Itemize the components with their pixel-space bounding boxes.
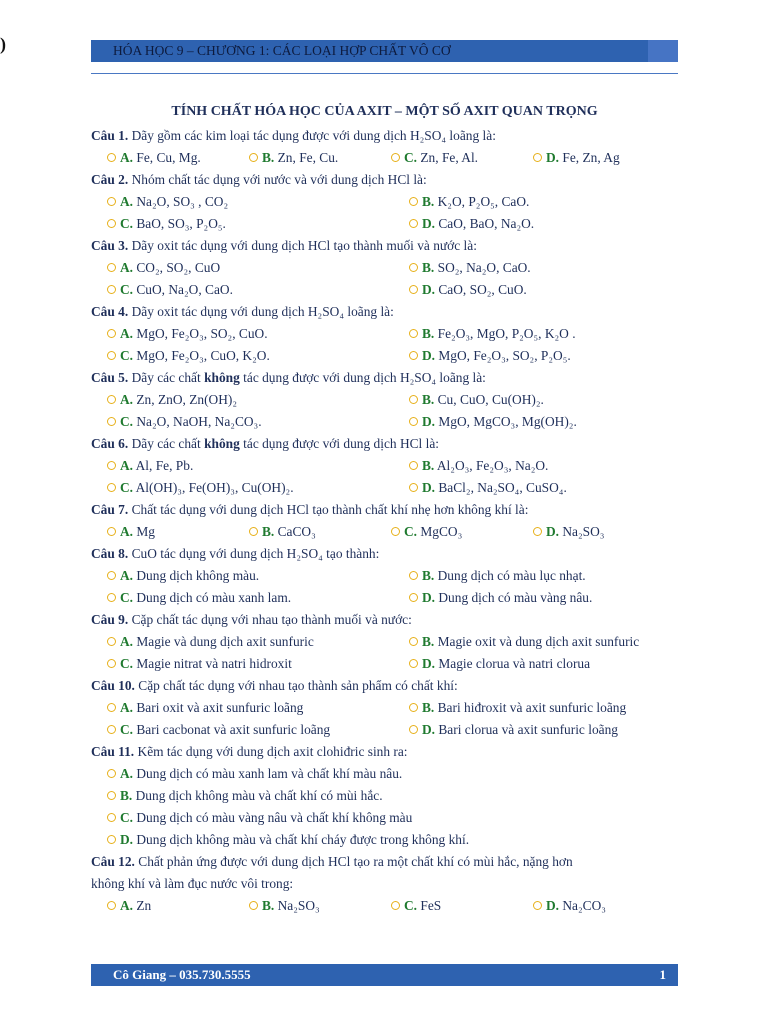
radio-circle-icon[interactable] bbox=[533, 527, 542, 536]
radio-circle-icon[interactable] bbox=[533, 901, 542, 910]
question-text: Cặp chất tác dụng với nhau tạo thành muối và nước: bbox=[131, 612, 412, 627]
options-row bbox=[91, 807, 691, 829]
radio-circle-icon[interactable] bbox=[409, 263, 418, 272]
corner-mark: ) bbox=[0, 34, 6, 54]
answer-option[interactable] bbox=[107, 587, 291, 609]
radio-circle-icon[interactable] bbox=[107, 791, 116, 800]
option-text: Bari oxit và axit sunfuric loãng bbox=[133, 700, 304, 715]
answer-option[interactable] bbox=[249, 147, 338, 169]
option-letter: D. bbox=[422, 282, 436, 297]
question-stem bbox=[91, 125, 691, 147]
answer-option[interactable] bbox=[409, 345, 571, 367]
question-text: Dãy oxit tác dụng với dung dịch HCl tạo thành muối và nước là: bbox=[131, 238, 477, 253]
option-letter: D. bbox=[422, 590, 436, 605]
option-text: Na₂O, NaOH, Na₂CO₃. bbox=[133, 414, 262, 429]
option-text: Dung dịch có màu lục nhạt. bbox=[434, 568, 586, 583]
question-text: Dãy các chất bbox=[131, 436, 205, 451]
answer-option[interactable] bbox=[409, 565, 586, 587]
answer-option[interactable] bbox=[107, 191, 228, 213]
option-text: Zn, ZnO, Zn(OH)₂ bbox=[133, 392, 237, 407]
answer-option[interactable] bbox=[107, 719, 330, 741]
radio-circle-icon[interactable] bbox=[409, 197, 418, 206]
option-text: CO₂, SO₂, CuO bbox=[133, 260, 221, 275]
question-stem bbox=[91, 301, 691, 323]
option-letter: C. bbox=[120, 216, 134, 231]
option-letter: D. bbox=[422, 216, 436, 231]
question-text: Cặp chất tác dụng với nhau tạo thành sản phẩm có chất khí: bbox=[138, 678, 458, 693]
option-letter: D. bbox=[120, 832, 134, 847]
option-text: CuO, Na₂O, CaO. bbox=[133, 282, 233, 297]
option-letter: A. bbox=[120, 326, 134, 341]
option-text: Bari clorua và axit sunfuric loãng bbox=[435, 722, 618, 737]
radio-circle-icon[interactable] bbox=[107, 593, 116, 602]
question-number: Câu 9. bbox=[91, 612, 129, 627]
answer-option[interactable] bbox=[107, 653, 292, 675]
option-letter: B. bbox=[422, 700, 435, 715]
answer-option[interactable] bbox=[409, 213, 534, 235]
question-text: Dãy các chất bbox=[131, 370, 205, 385]
question-number: Câu 5. bbox=[91, 370, 129, 385]
option-letter: C. bbox=[120, 656, 134, 671]
option-text: MgCO₃ bbox=[417, 524, 463, 539]
radio-circle-icon[interactable] bbox=[107, 395, 116, 404]
radio-circle-icon[interactable] bbox=[391, 153, 400, 162]
option-text: Dung dịch không màu và chất khí có mùi hắc. bbox=[132, 788, 383, 803]
option-text: K₂O, P₂O₅, CaO. bbox=[434, 194, 530, 209]
radio-circle-icon[interactable] bbox=[107, 461, 116, 470]
options-row bbox=[91, 213, 691, 235]
option-text: MgO, Fe₂O₃, SO₂, P₂O₅. bbox=[435, 348, 571, 363]
question-text: tác dụng được với dung dịch HCl là: bbox=[239, 436, 439, 451]
question-number: Câu 11. bbox=[91, 744, 135, 759]
answer-option[interactable] bbox=[533, 147, 620, 169]
option-text: Magie nitrat và natri hidroxit bbox=[133, 656, 292, 671]
option-text: CaCO₃ bbox=[274, 524, 316, 539]
radio-circle-icon[interactable] bbox=[107, 329, 116, 338]
question-stem bbox=[91, 235, 691, 257]
option-text: Dung dịch có màu vàng nâu và chất khí không màu bbox=[133, 810, 413, 825]
radio-circle-icon[interactable] bbox=[409, 659, 418, 668]
radio-circle-icon[interactable] bbox=[249, 153, 258, 162]
answer-option[interactable] bbox=[249, 895, 320, 917]
radio-circle-icon[interactable] bbox=[107, 901, 116, 910]
radio-circle-icon[interactable] bbox=[107, 219, 116, 228]
options-row bbox=[91, 279, 691, 301]
option-text: Fe₂O₃, MgO, P₂O₅, K₂O . bbox=[434, 326, 576, 341]
option-letter: B. bbox=[262, 150, 275, 165]
radio-circle-icon[interactable] bbox=[107, 703, 116, 712]
answer-option[interactable] bbox=[107, 521, 155, 543]
option-text: Cu, CuO, Cu(OH)₂. bbox=[434, 392, 544, 407]
question-stem bbox=[91, 741, 691, 763]
option-letter: B. bbox=[422, 260, 435, 275]
question-stem bbox=[91, 433, 691, 455]
answer-option[interactable] bbox=[107, 763, 402, 785]
options-row bbox=[91, 653, 691, 675]
question-text: Dãy gồm các kim loại tác dụng được với dung dịch H₂SO₄ loãng là: bbox=[131, 128, 496, 143]
radio-circle-icon[interactable] bbox=[409, 351, 418, 360]
question-text: Chất phản ứng được với dung dịch HCl tạo ra một chất khí có mùi hắc, nặng hơn bbox=[138, 854, 573, 869]
answer-option[interactable] bbox=[107, 257, 220, 279]
option-letter: B. bbox=[422, 194, 435, 209]
answer-option[interactable] bbox=[107, 345, 270, 367]
option-letter: A. bbox=[120, 568, 134, 583]
option-text: BaO, SO₃, P₂O₅. bbox=[133, 216, 226, 231]
radio-circle-icon[interactable] bbox=[107, 725, 116, 734]
option-letter: D. bbox=[422, 480, 436, 495]
radio-circle-icon[interactable] bbox=[409, 219, 418, 228]
radio-circle-icon[interactable] bbox=[107, 483, 116, 492]
radio-circle-icon[interactable] bbox=[107, 571, 116, 580]
answer-option[interactable] bbox=[249, 521, 316, 543]
answer-option[interactable] bbox=[107, 147, 201, 169]
question-text: CuO tác dụng với dung dịch H₂SO₄ tạo thành: bbox=[131, 546, 380, 561]
question-text: Kẽm tác dụng với dung dịch axit clohiđric sinh ra: bbox=[137, 744, 408, 759]
options-row bbox=[91, 257, 691, 279]
option-text: Zn, Fe, Cu. bbox=[274, 150, 339, 165]
answer-option[interactable] bbox=[409, 411, 577, 433]
answer-option[interactable] bbox=[409, 719, 618, 741]
option-letter: D. bbox=[546, 150, 560, 165]
option-text: CaO, SO₂, CuO. bbox=[435, 282, 527, 297]
option-text: Dung dịch không màu và chất khí cháy được trong không khí. bbox=[133, 832, 470, 847]
answer-option[interactable] bbox=[107, 895, 151, 917]
option-letter: A. bbox=[120, 260, 134, 275]
answer-option[interactable] bbox=[391, 895, 441, 917]
option-letter: C. bbox=[120, 414, 134, 429]
option-text: Dung dịch có màu xanh lam. bbox=[133, 590, 292, 605]
option-text: BaCl₂, Na₂SO₄, CuSO₄. bbox=[435, 480, 567, 495]
answer-option[interactable] bbox=[409, 631, 639, 653]
answer-option[interactable] bbox=[409, 697, 626, 719]
option-letter: B. bbox=[422, 392, 435, 407]
option-letter: B. bbox=[120, 788, 133, 803]
option-letter: D. bbox=[422, 348, 436, 363]
option-letter: D. bbox=[422, 722, 436, 737]
question-stem bbox=[91, 499, 691, 521]
option-text: Dung dịch có màu xanh lam và chất khí màu nâu. bbox=[133, 766, 403, 781]
answer-option[interactable] bbox=[107, 477, 294, 499]
options-row bbox=[91, 323, 691, 345]
options-row bbox=[91, 521, 691, 543]
options-row bbox=[91, 455, 691, 477]
question-number: Câu 12. bbox=[91, 854, 135, 869]
radio-circle-icon[interactable] bbox=[107, 153, 116, 162]
question-stem bbox=[91, 543, 691, 565]
option-text: MgO, Fe₂O₃, CuO, K₂O. bbox=[133, 348, 270, 363]
option-letter: B. bbox=[422, 568, 435, 583]
option-letter: B. bbox=[262, 524, 275, 539]
option-text: FeS bbox=[417, 898, 442, 913]
question-number: Câu 4. bbox=[91, 304, 129, 319]
option-letter: A. bbox=[120, 524, 134, 539]
option-text: Na₂O, SO₃ , CO₂ bbox=[133, 194, 229, 209]
footer-author: Cô Giang – 035.730.5555 bbox=[113, 967, 251, 982]
option-letter: A. bbox=[120, 898, 134, 913]
radio-circle-icon[interactable] bbox=[409, 417, 418, 426]
option-letter: C. bbox=[404, 150, 418, 165]
options-row bbox=[91, 785, 691, 807]
option-text: Magie và dung dịch axit sunfuric bbox=[133, 634, 314, 649]
radio-circle-icon[interactable] bbox=[249, 901, 258, 910]
question-text-emphasis: không bbox=[204, 370, 240, 385]
header-bar-end bbox=[648, 40, 678, 62]
radio-circle-icon[interactable] bbox=[533, 153, 542, 162]
question-text: Chất tác dụng với dung dịch HCl tạo thành chất khí nhẹ hơn không khí là: bbox=[131, 502, 529, 517]
question-stem bbox=[91, 851, 691, 873]
option-letter: A. bbox=[120, 700, 134, 715]
worksheet-title: TÍNH CHẤT HÓA HỌC CỦA AXIT – MỘT SỐ AXIT QUAN TRỌNG bbox=[171, 104, 598, 119]
option-text: Zn, Fe, Al. bbox=[417, 150, 479, 165]
option-letter: A. bbox=[120, 458, 134, 473]
option-text: Bari cacbonat và axit sunfuric loãng bbox=[133, 722, 331, 737]
option-letter: A. bbox=[120, 194, 134, 209]
answer-option[interactable] bbox=[533, 895, 606, 917]
option-text: Na₂SO₃ bbox=[559, 524, 605, 539]
answer-option[interactable] bbox=[409, 477, 567, 499]
question-number: Câu 7. bbox=[91, 502, 129, 517]
options-row bbox=[91, 895, 691, 917]
answer-option[interactable] bbox=[107, 323, 268, 345]
radio-circle-icon[interactable] bbox=[107, 263, 116, 272]
option-letter: A. bbox=[120, 766, 134, 781]
option-letter: C. bbox=[404, 898, 418, 913]
radio-circle-icon[interactable] bbox=[107, 417, 116, 426]
option-letter: B. bbox=[262, 898, 275, 913]
answer-option[interactable] bbox=[409, 653, 590, 675]
option-letter: D. bbox=[546, 524, 560, 539]
question-text: Dãy oxit tác dụng với dung dịch H₂SO₄ loãng là: bbox=[131, 304, 394, 319]
option-letter: C. bbox=[120, 722, 134, 737]
answer-option[interactable] bbox=[107, 631, 314, 653]
question-stem-continued: không khí và làm đục nước vôi trong: bbox=[91, 876, 294, 891]
answer-option[interactable] bbox=[409, 455, 548, 477]
question-list bbox=[91, 125, 691, 917]
option-text: Fe, Zn, Ag bbox=[559, 150, 620, 165]
option-text: Zn bbox=[133, 898, 152, 913]
option-text: Dung dịch có màu vàng nâu. bbox=[435, 590, 593, 605]
radio-circle-icon[interactable] bbox=[107, 813, 116, 822]
options-row bbox=[91, 147, 691, 169]
option-text: CaO, BaO, Na₂O. bbox=[435, 216, 535, 231]
radio-circle-icon[interactable] bbox=[409, 571, 418, 580]
radio-circle-icon[interactable] bbox=[107, 351, 116, 360]
question-stem bbox=[91, 675, 691, 697]
header-bar bbox=[91, 40, 678, 62]
radio-circle-icon[interactable] bbox=[107, 835, 116, 844]
answer-option[interactable] bbox=[107, 279, 233, 301]
option-text: Bari hiđroxit và axit sunfuric loãng bbox=[434, 700, 627, 715]
options-row bbox=[91, 719, 691, 741]
answer-option[interactable] bbox=[533, 521, 604, 543]
question-number: Câu 8. bbox=[91, 546, 129, 561]
answer-option[interactable] bbox=[107, 411, 262, 433]
option-text: Al, Fe, Pb. bbox=[133, 458, 194, 473]
radio-circle-icon[interactable] bbox=[409, 637, 418, 646]
radio-circle-icon[interactable] bbox=[249, 527, 258, 536]
option-letter: D. bbox=[422, 414, 436, 429]
question-number: Câu 2. bbox=[91, 172, 129, 187]
question-number: Câu 1. bbox=[91, 128, 129, 143]
option-text: MgO, MgCO₃, Mg(OH)₂. bbox=[435, 414, 577, 429]
radio-circle-icon[interactable] bbox=[409, 395, 418, 404]
option-letter: A. bbox=[120, 150, 134, 165]
option-letter: A. bbox=[120, 392, 134, 407]
answer-option[interactable] bbox=[409, 323, 576, 345]
radio-circle-icon[interactable] bbox=[409, 593, 418, 602]
option-letter: C. bbox=[120, 348, 134, 363]
radio-circle-icon[interactable] bbox=[391, 901, 400, 910]
options-row bbox=[91, 411, 691, 433]
header-title: HÓA HỌC 9 – CHƯƠNG 1: CÁC LOẠI HỢP CHẤT VÔ CƠ bbox=[113, 43, 451, 58]
question-text: tác dụng được với dung dịch H₂SO₄ loãng là: bbox=[239, 370, 486, 385]
options-row bbox=[91, 697, 691, 719]
option-letter: B. bbox=[422, 326, 435, 341]
answer-option[interactable] bbox=[107, 213, 226, 235]
answer-option[interactable] bbox=[107, 389, 237, 411]
answer-option[interactable] bbox=[107, 785, 383, 807]
answer-option[interactable] bbox=[107, 807, 412, 829]
options-row bbox=[91, 565, 691, 587]
question-stem bbox=[91, 169, 691, 191]
option-letter: C. bbox=[120, 810, 134, 825]
options-row bbox=[91, 587, 691, 609]
option-text: Na₂CO₃ bbox=[559, 898, 606, 913]
answer-option[interactable] bbox=[409, 257, 531, 279]
option-text: Fe, Cu, Mg. bbox=[133, 150, 201, 165]
radio-circle-icon[interactable] bbox=[409, 725, 418, 734]
radio-circle-icon[interactable] bbox=[409, 483, 418, 492]
radio-circle-icon[interactable] bbox=[409, 703, 418, 712]
option-text: Magie oxit và dung dịch axit sunfuric bbox=[434, 634, 640, 649]
radio-circle-icon[interactable] bbox=[409, 461, 418, 470]
question-stem bbox=[91, 609, 691, 631]
answer-option[interactable] bbox=[107, 455, 193, 477]
radio-circle-icon[interactable] bbox=[409, 285, 418, 294]
question-number: Câu 6. bbox=[91, 436, 129, 451]
question-text-emphasis: không bbox=[204, 436, 240, 451]
option-text: Al(OH)₃, Fe(OH)₃, Cu(OH)₂. bbox=[133, 480, 294, 495]
radio-circle-icon[interactable] bbox=[107, 527, 116, 536]
question-stem bbox=[91, 367, 691, 389]
option-letter: D. bbox=[546, 898, 560, 913]
question-number: Câu 10. bbox=[91, 678, 135, 693]
answer-option[interactable] bbox=[409, 587, 592, 609]
option-text: Dung dịch không màu. bbox=[133, 568, 260, 583]
option-text: Magie clorua và natri clorua bbox=[435, 656, 591, 671]
answer-option[interactable] bbox=[391, 147, 478, 169]
answer-option[interactable] bbox=[409, 389, 544, 411]
option-letter: A. bbox=[120, 634, 134, 649]
page-number: 1 bbox=[659, 967, 666, 982]
option-text: MgO, Fe₂O₃, SO₂, CuO. bbox=[133, 326, 268, 341]
radio-circle-icon[interactable] bbox=[107, 637, 116, 646]
option-letter: C. bbox=[120, 480, 134, 495]
header-divider bbox=[91, 73, 678, 74]
options-row bbox=[91, 345, 691, 367]
radio-circle-icon[interactable] bbox=[107, 769, 116, 778]
options-row bbox=[91, 763, 691, 785]
answer-option[interactable] bbox=[107, 565, 259, 587]
option-letter: C. bbox=[404, 524, 418, 539]
option-letter: C. bbox=[120, 590, 134, 605]
option-text: Mg bbox=[133, 524, 155, 539]
options-row bbox=[91, 829, 691, 851]
options-row bbox=[91, 631, 691, 653]
option-letter: B. bbox=[422, 634, 435, 649]
radio-circle-icon[interactable] bbox=[391, 527, 400, 536]
options-row bbox=[91, 477, 691, 499]
radio-circle-icon[interactable] bbox=[107, 285, 116, 294]
option-text: Na₂SO₃ bbox=[274, 898, 320, 913]
radio-circle-icon[interactable] bbox=[107, 659, 116, 668]
option-letter: D. bbox=[422, 656, 436, 671]
question-text: Nhóm chất tác dụng với nước và với dung dịch HCl là: bbox=[131, 172, 427, 187]
answer-option[interactable] bbox=[107, 829, 469, 851]
options-row bbox=[91, 389, 691, 411]
answer-option[interactable] bbox=[107, 697, 303, 719]
answer-option[interactable] bbox=[409, 279, 527, 301]
option-text: Al₂O₃, Fe₂O₃, Na₂O. bbox=[434, 458, 549, 473]
answer-option[interactable] bbox=[409, 191, 529, 213]
option-letter: C. bbox=[120, 282, 134, 297]
radio-circle-icon[interactable] bbox=[409, 329, 418, 338]
option-text: SO₂, Na₂O, CaO. bbox=[434, 260, 531, 275]
footer-bar bbox=[91, 964, 678, 986]
option-letter: B. bbox=[422, 458, 435, 473]
radio-circle-icon[interactable] bbox=[107, 197, 116, 206]
options-row bbox=[91, 191, 691, 213]
answer-option[interactable] bbox=[391, 521, 462, 543]
question-number: Câu 3. bbox=[91, 238, 129, 253]
